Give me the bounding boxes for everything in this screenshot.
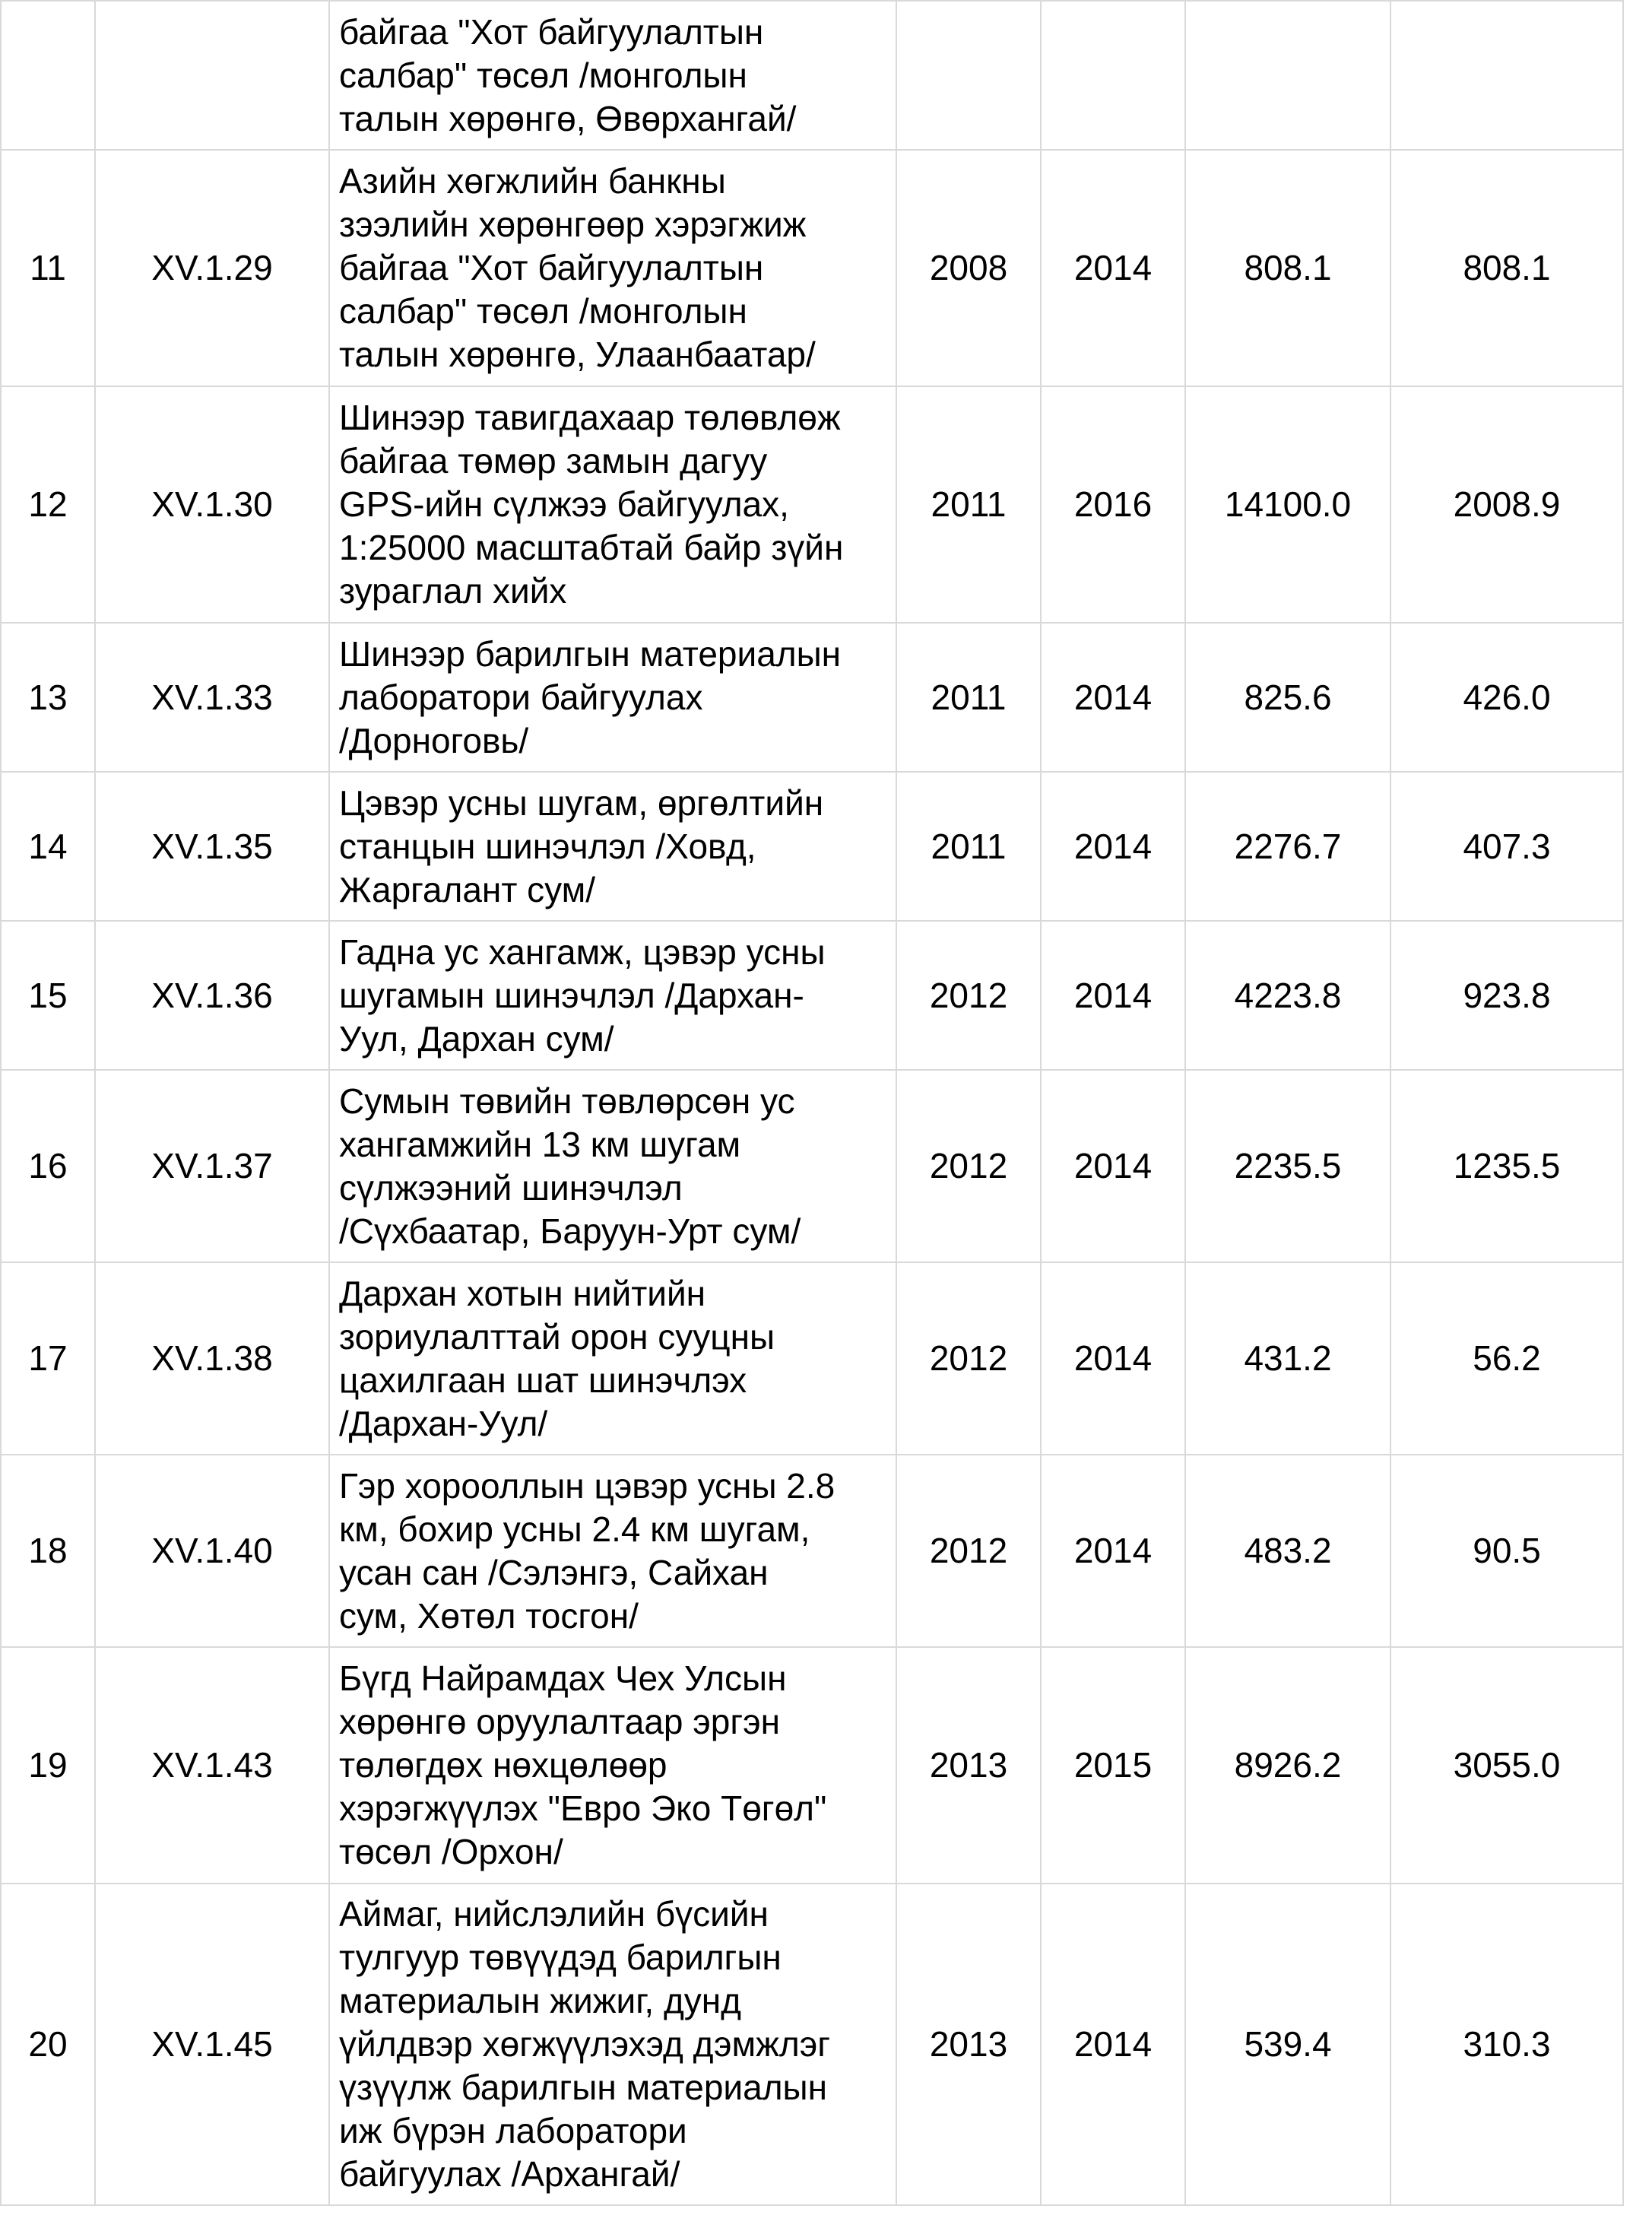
project-description-cell: [329, 623, 896, 772]
start-year-cell: 2012: [896, 1070, 1041, 1262]
description-line: иж бүрэн лаборатори: [339, 2111, 687, 2150]
description-line: материалын жижиг, дунд: [339, 1981, 742, 2020]
total-cost-cell: 431.2: [1185, 1262, 1390, 1455]
project-code-cell: XV.1.37: [95, 1070, 329, 1262]
total-cost-cell: 14100.0: [1185, 386, 1390, 623]
table-row: [1, 150, 1623, 386]
description-line: сум, Хөтөл тосгон/: [339, 1595, 639, 1636]
total-cost-cell: 539.4: [1185, 1884, 1390, 2205]
row-number-cell: [1, 1, 95, 150]
end-year-cell: 2016: [1041, 386, 1185, 623]
row-number-cell: 18: [1, 1455, 95, 1647]
start-year-cell: 2011: [896, 772, 1041, 921]
description-line: талын хөрөнгө, Улаанбаатар/: [339, 335, 816, 374]
total-cost-cell: 2235.5: [1185, 1070, 1390, 1262]
description-line: Уул, Дархан сум/: [339, 1018, 614, 1058]
total-cost-cell: 483.2: [1185, 1455, 1390, 1647]
start-year-cell: 2011: [896, 623, 1041, 772]
project-description-cell: [329, 772, 896, 921]
row-number-cell: 13: [1, 623, 95, 772]
description-line: усан сан /Сэлэнгэ, Сайхан: [339, 1552, 769, 1592]
amount-cell: 923.8: [1390, 921, 1623, 1070]
end-year-cell: 2014: [1041, 1884, 1185, 2205]
total-cost-cell: 808.1: [1185, 150, 1390, 386]
table-row: [1, 921, 1623, 1070]
amount-cell: 1235.5: [1390, 1070, 1623, 1262]
project-description-cell: [329, 1647, 896, 1884]
total-cost-cell: 2276.7: [1185, 772, 1390, 921]
project-code-cell: XV.1.29: [95, 150, 329, 386]
start-year-cell: 2012: [896, 921, 1041, 1070]
total-cost-cell: 8926.2: [1185, 1647, 1390, 1884]
project-code-cell: [95, 1, 329, 150]
description-line: салбар" төсөл /монголын: [339, 291, 747, 331]
project-code-cell: XV.1.36: [95, 921, 329, 1070]
description-line: лаборатори байгуулах: [339, 677, 703, 717]
description-line: зориулалттай орон сууцны: [339, 1316, 775, 1357]
description-line: Гадна ус хангамж, цэвэр усны: [339, 932, 826, 972]
amount-cell: 310.3: [1390, 1884, 1623, 2205]
table-row: [1, 386, 1623, 623]
row-number-cell: 17: [1, 1262, 95, 1455]
amount-cell: 407.3: [1390, 772, 1623, 921]
table-row: [1, 623, 1623, 772]
row-number-cell: 11: [1, 150, 95, 386]
description-line: зээлийн хөрөнгөөр хэрэгжиж: [339, 205, 807, 244]
description-line: тулгуур төвүүдэд барилгын: [339, 1938, 782, 1977]
total-cost-cell: [1185, 1, 1390, 150]
description-line: GPS-ийн сүлжээ байгуулах,: [339, 484, 789, 524]
description-line: Цэвэр усны шугам, өргөлтийн: [339, 782, 824, 823]
description-line: хангамжийн 13 км шугам: [339, 1124, 741, 1164]
description-line: шугамын шинэчлэл /Дархан-: [339, 975, 804, 1015]
end-year-cell: 2014: [1041, 772, 1185, 921]
project-code-cell: XV.1.43: [95, 1647, 329, 1884]
amount-cell: 426.0: [1390, 623, 1623, 772]
description-line: Дархан хотын нийтийн: [339, 1273, 706, 1313]
description-line: төсөл /Орхон/: [339, 1832, 563, 1871]
description-line: талын хөрөнгө, Өвөрхангай/: [339, 98, 797, 138]
start-year-cell: 2012: [896, 1455, 1041, 1647]
table-row: [1, 1070, 1623, 1262]
description-line: үзүүлж барилгын материалын: [339, 2068, 828, 2107]
end-year-cell: 2014: [1041, 623, 1185, 772]
project-code-cell: XV.1.30: [95, 386, 329, 623]
description-line: салбар" төсөл /монголын: [339, 55, 747, 95]
end-year-cell: 2014: [1041, 1070, 1185, 1262]
amount-cell: 2008.9: [1390, 386, 1623, 623]
description-line: төлөгдөх нөхцөлөөр: [339, 1745, 667, 1785]
description-line: км, бохир усны 2.4 км шугам,: [339, 1509, 810, 1549]
description-line: Аймаг, нийслэлийн бүсийн: [339, 1894, 769, 1934]
project-description-cell: [329, 1262, 896, 1455]
description-line: Сумын төвийн төвлөрсөн ус: [339, 1081, 795, 1121]
table-row: [1, 1884, 1623, 2205]
description-line: 1:25000 масштабтай байр зүйн: [339, 528, 844, 567]
description-line: Жаргалант сум/: [339, 869, 596, 909]
start-year-cell: [896, 1, 1041, 150]
table-row: [1, 1, 1623, 150]
row-number-cell: 16: [1, 1070, 95, 1262]
total-cost-cell: 825.6: [1185, 623, 1390, 772]
description-line: байгаа "Хот байгуулалтын: [339, 11, 764, 52]
row-number-cell: 19: [1, 1647, 95, 1884]
row-number-cell: 15: [1, 921, 95, 1070]
start-year-cell: 2008: [896, 150, 1041, 386]
description-line: үйлдвэр хөгжүүлэхэд дэмжлэг: [339, 2024, 830, 2064]
description-line: станцын шинэчлэл /Ховд,: [339, 826, 756, 866]
start-year-cell: 2013: [896, 1884, 1041, 2205]
project-code-cell: XV.1.35: [95, 772, 329, 921]
description-line: цахилгаан шат шинэчлэх: [339, 1360, 747, 1400]
end-year-cell: 2014: [1041, 150, 1185, 386]
end-year-cell: 2015: [1041, 1647, 1185, 1884]
description-line: зураглал хийх: [339, 571, 567, 611]
description-line: /Дорноговь/: [339, 720, 529, 760]
start-year-cell: 2011: [896, 386, 1041, 623]
row-number-cell: 20: [1, 1884, 95, 2205]
project-description-cell: [329, 921, 896, 1070]
description-line: Азийн хөгжлийн банкны: [339, 161, 726, 201]
end-year-cell: 2014: [1041, 1262, 1185, 1455]
amount-cell: 808.1: [1390, 150, 1623, 386]
total-cost-cell: 4223.8: [1185, 921, 1390, 1070]
description-line: байгаа "Хот байгуулалтын: [339, 248, 764, 287]
end-year-cell: 2014: [1041, 921, 1185, 1070]
project-description-cell: [329, 1, 896, 150]
amount-cell: 3055.0: [1390, 1647, 1623, 1884]
project-code-cell: XV.1.33: [95, 623, 329, 772]
table-row: [1, 1455, 1623, 1647]
project-code-cell: XV.1.45: [95, 1884, 329, 2205]
project-description-cell: [329, 386, 896, 623]
row-number-cell: 12: [1, 386, 95, 623]
start-year-cell: 2012: [896, 1262, 1041, 1455]
description-line: байгуулах /Архангай/: [339, 2154, 680, 2194]
project-code-cell: XV.1.40: [95, 1455, 329, 1647]
row-number-cell: 14: [1, 772, 95, 921]
start-year-cell: 2013: [896, 1647, 1041, 1884]
table-row: [1, 772, 1623, 921]
description-line: сүлжээний шинэчлэл: [339, 1167, 683, 1208]
description-line: /Сүхбаатар, Баруун-Урт сум/: [339, 1211, 801, 1251]
table-body: [1, 1, 1623, 2205]
end-year-cell: [1041, 1, 1185, 150]
description-line: Шинээр тавигдахаар төлөвлөж: [339, 398, 841, 437]
table-row: [1, 1647, 1623, 1884]
table-row: [1, 1262, 1623, 1455]
description-line: /Дархан-Уул/: [339, 1403, 548, 1443]
amount-cell: [1390, 1, 1623, 150]
amount-cell: 90.5: [1390, 1455, 1623, 1647]
amount-cell: 56.2: [1390, 1262, 1623, 1455]
description-line: Гэр хорооллын цэвэр усны 2.8: [339, 1465, 836, 1506]
project-code-cell: XV.1.38: [95, 1262, 329, 1455]
project-description-cell: [329, 150, 896, 386]
description-line: байгаа төмөр замын дагуу: [339, 441, 768, 481]
project-description-cell: [329, 1455, 896, 1647]
description-line: Бүгд Найрамдах Чех Улсын: [339, 1658, 787, 1698]
description-line: хөрөнгө оруулалтаар эргэн: [339, 1702, 780, 1741]
project-description-cell: [329, 1884, 896, 2205]
project-description-cell: [329, 1070, 896, 1262]
end-year-cell: 2014: [1041, 1455, 1185, 1647]
description-line: Шинээр барилгын материалын: [339, 633, 842, 674]
description-line: хэрэгжүүлэх "Евро Эко Төгөл": [339, 1788, 827, 1828]
